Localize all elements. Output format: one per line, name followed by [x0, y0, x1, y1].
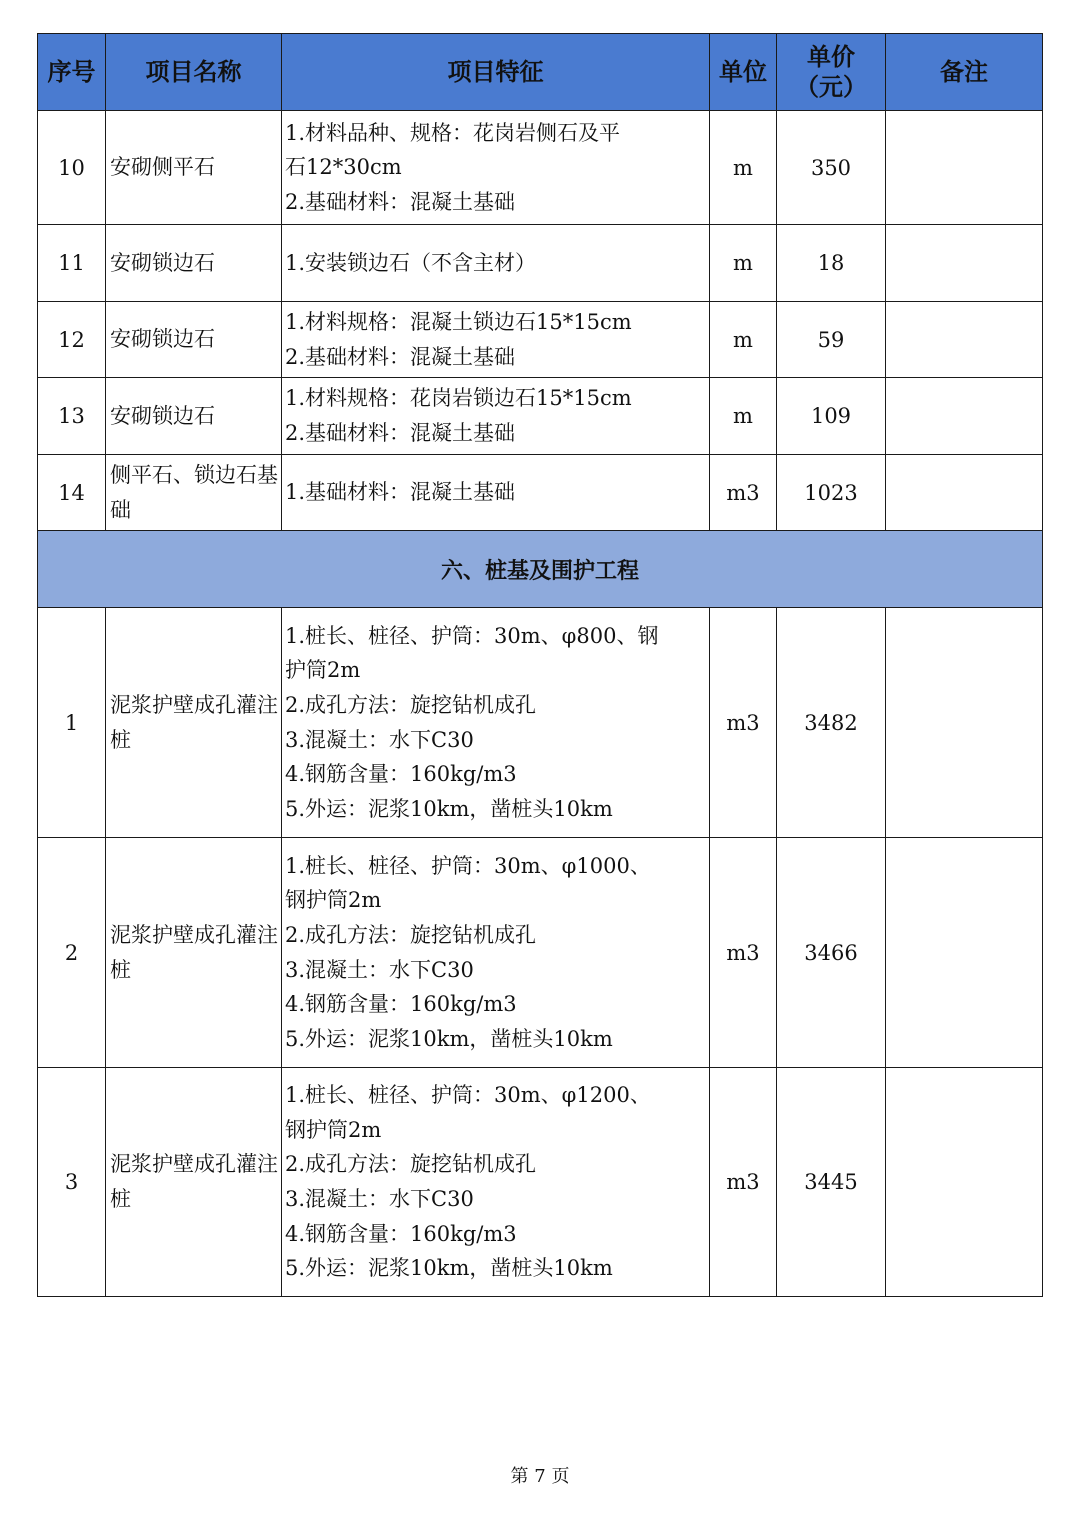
table-row [38, 1068, 1043, 1297]
feature-line: 1.桩长、桩径、护筒：30m、φ1200、 [285, 1083, 651, 1108]
item-name: 安砌锁边石 [106, 302, 282, 378]
feature-line: 1.安装锁边石（不含主材） [285, 250, 537, 275]
feature-line: 1.材料品种、规格：花岗岩侧石及平 [285, 120, 621, 145]
item-name: 泥浆护壁成孔灌注桩 [106, 1068, 282, 1297]
item-remark [886, 838, 1043, 1068]
header-price-line1: 单价 [807, 42, 855, 71]
item-unit: m3 [710, 455, 777, 531]
item-features [282, 302, 710, 378]
table-row [38, 111, 1043, 225]
row-number: 12 [38, 302, 106, 378]
header-unit: 单位 [710, 34, 777, 111]
item-remark [886, 455, 1043, 531]
item-name: 侧平石、锁边石基础 [106, 455, 282, 531]
item-features [282, 111, 710, 225]
feature-line: 3.混凝土：水下C30 [285, 1187, 474, 1211]
feature-line: 钢护筒2m [285, 1117, 382, 1142]
row-number: 1 [38, 608, 106, 838]
item-unit: m [710, 225, 777, 302]
bill-of-quantities-table [37, 33, 1043, 1297]
feature-line: 4.钢筋含量：160kg/m3 [285, 992, 517, 1017]
item-features [282, 225, 710, 302]
feature-line: 1.材料规格：花岗岩锁边石15*15cm [285, 386, 632, 411]
feature-line: 1.材料规格：混凝土锁边石15*15cm [285, 309, 632, 334]
feature-line: 2.基础材料：混凝土基础 [285, 189, 516, 214]
row-number: 13 [38, 378, 106, 455]
item-remark [886, 302, 1043, 378]
feature-line: 2.基础材料：混凝土基础 [285, 421, 516, 445]
feature-line: 5.外运：泥浆10km，凿桩头10km [285, 796, 613, 821]
item-features [282, 455, 710, 531]
section-row-group [38, 531, 1043, 608]
table-row [38, 302, 1043, 378]
item-unit: m3 [710, 1068, 777, 1297]
feature-line: 石12*30cm [285, 155, 402, 180]
item-remark [886, 225, 1043, 302]
feature-line: 2.基础材料：混凝土基础 [285, 344, 516, 369]
row-number: 14 [38, 455, 106, 531]
feature-line: 5.外运：泥浆10km，凿桩头10km [285, 1256, 613, 1281]
feature-line: 2.成孔方法：旋挖钻机成孔 [285, 1152, 537, 1177]
item-remark [886, 378, 1043, 455]
feature-line: 3.混凝土：水下C30 [285, 727, 474, 752]
item-name: 安砌锁边石 [106, 225, 282, 302]
feature-line: 护筒2m [285, 658, 361, 683]
header-price [777, 34, 886, 111]
item-unit: m [710, 111, 777, 225]
item-unit-price: 59 [777, 302, 886, 378]
feature-line: 1.桩长、桩径、护筒：30m、φ1000、 [285, 853, 651, 878]
header-row [38, 34, 1043, 111]
item-name: 安砌锁边石 [106, 378, 282, 455]
feature-line: 钢护筒2m [285, 888, 382, 913]
item-unit-price: 3445 [777, 1068, 886, 1297]
feature-line: 2.成孔方法：旋挖钻机成孔 [285, 692, 537, 717]
item-unit-price: 1023 [777, 455, 886, 531]
page-number: 第 7 页 [510, 1466, 570, 1487]
item-name: 泥浆护壁成孔灌注桩 [106, 838, 282, 1068]
item-features [282, 838, 710, 1068]
feature-line: 4.钢筋含量：160kg/m3 [285, 762, 517, 787]
section-title: 六、桩基及围护工程 [38, 531, 1043, 608]
item-features [282, 378, 710, 455]
table-row [38, 608, 1043, 838]
header-remark: 备注 [886, 34, 1043, 111]
item-remark [886, 111, 1043, 225]
item-unit: m3 [710, 838, 777, 1068]
header-num: 序号 [38, 34, 106, 111]
item-unit: m [710, 302, 777, 378]
feature-line: 4.钢筋含量：160kg/m3 [285, 1221, 517, 1246]
section-row [38, 531, 1043, 608]
feature-line: 1.桩长、桩径、护筒：30m、φ800、钢 [285, 623, 659, 648]
feature-line: 3.混凝土：水下C30 [285, 957, 474, 982]
header-name: 项目名称 [106, 34, 282, 111]
item-unit: m [710, 378, 777, 455]
table-row [38, 455, 1043, 531]
table-row [38, 225, 1043, 302]
table-body-items [38, 111, 1043, 531]
item-unit-price: 109 [777, 378, 886, 455]
feature-line: 5.外运：泥浆10km，凿桩头10km [285, 1026, 613, 1051]
item-features [282, 1068, 710, 1297]
row-number: 3 [38, 1068, 106, 1297]
header-feature: 项目特征 [282, 34, 710, 111]
item-name: 安砌侧平石 [106, 111, 282, 225]
item-unit-price: 3466 [777, 838, 886, 1068]
item-unit-price: 3482 [777, 608, 886, 838]
item-remark [886, 608, 1043, 838]
table-row [38, 378, 1043, 455]
item-features [282, 608, 710, 838]
table-row [38, 838, 1043, 1068]
item-name: 泥浆护壁成孔灌注桩 [106, 608, 282, 838]
item-remark [886, 1068, 1043, 1297]
item-unit: m3 [710, 608, 777, 838]
feature-line: 1.基础材料：混凝土基础 [285, 480, 516, 505]
row-number: 10 [38, 111, 106, 225]
table-body-pile-items [38, 608, 1043, 1297]
item-unit-price: 18 [777, 225, 886, 302]
item-unit-price: 350 [777, 111, 886, 225]
row-number: 11 [38, 225, 106, 302]
feature-line: 2.成孔方法：旋挖钻机成孔 [285, 922, 537, 947]
header-price-line2: （元） [795, 72, 867, 101]
row-number: 2 [38, 838, 106, 1068]
